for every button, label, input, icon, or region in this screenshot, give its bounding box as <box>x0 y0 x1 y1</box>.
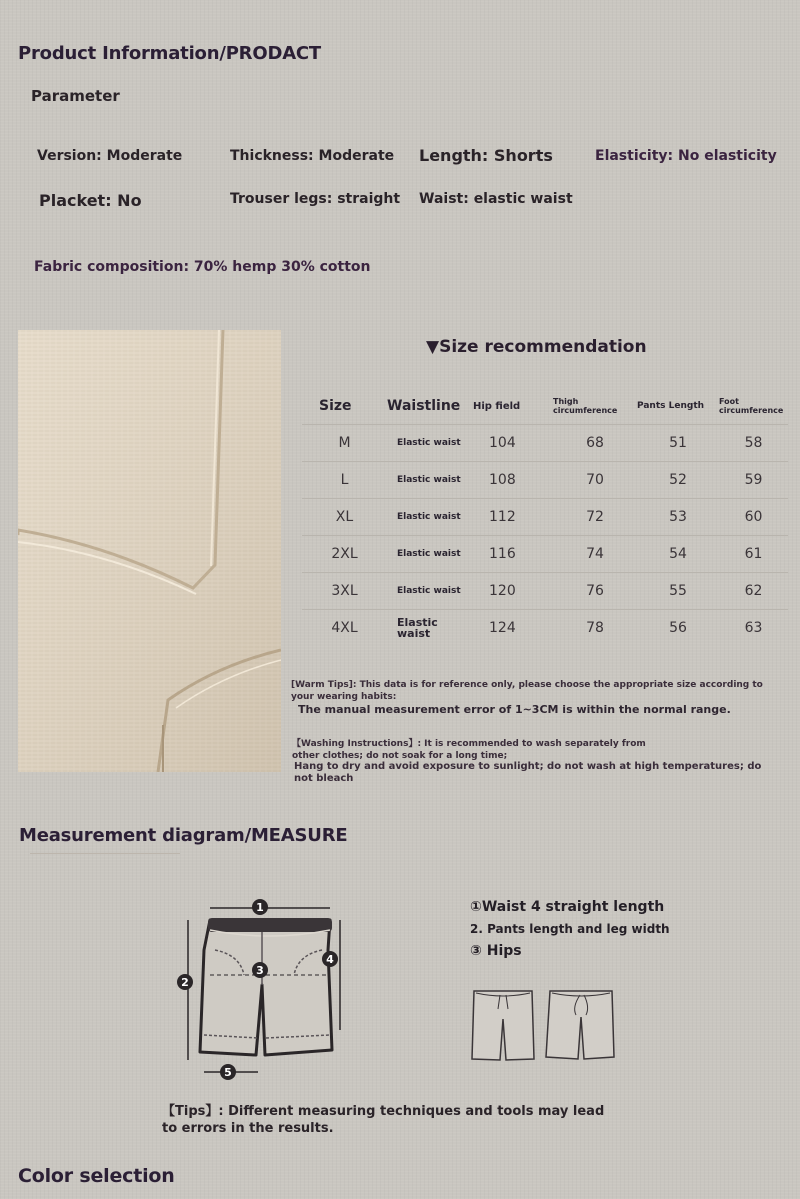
header-foot: Foot circumference <box>719 397 784 415</box>
marker-3: 3 <box>256 964 264 977</box>
washing-instructions: 【Washing Instructions】: It is recommended to wash separately from other clothes; do not soak for a long time; <box>292 739 646 761</box>
warm-tips: [Warm Tips]: This data is for reference only, please choose the appropriate size according to your wearing habits: <box>291 680 763 702</box>
marker-4: 4 <box>326 953 334 966</box>
cell-length: 55 <box>637 573 719 610</box>
header-hip: Hip field <box>473 400 521 412</box>
fabric-photo <box>18 330 281 772</box>
cell-hip: 112 <box>473 499 553 536</box>
cell-size: 4XL <box>302 610 387 647</box>
size-table <box>302 388 788 646</box>
cell-foot: 58 <box>719 425 788 462</box>
cell-foot: 61 <box>719 536 788 573</box>
size-recommendation-title: ▼Size recommendation <box>426 337 647 357</box>
cell-foot: 60 <box>719 499 788 536</box>
measurement-title: Measurement diagram/MEASURE <box>19 825 348 846</box>
cell-waist: Elastic waist <box>387 499 473 536</box>
linen-pocket-image <box>18 330 281 772</box>
header-length: Pants Length <box>637 401 705 411</box>
table-row <box>302 462 788 499</box>
cell-foot: 59 <box>719 462 788 499</box>
attr-fabric: Fabric composition: 70% hemp 30% cotton <box>34 259 371 275</box>
cell-waist: Elastic waist <box>387 425 473 462</box>
cell-length: 51 <box>637 425 719 462</box>
header-size: Size <box>319 398 352 414</box>
cell-size: 2XL <box>302 536 387 573</box>
table-row <box>302 573 788 610</box>
shorts-measure-diagram <box>170 890 350 1090</box>
cell-length: 54 <box>637 536 719 573</box>
cell-waist: Elastic waist <box>387 573 473 610</box>
cell-size: XL <box>302 499 387 536</box>
cell-hip: 108 <box>473 462 553 499</box>
measuring-tips: 【Tips】: Different measuring techniques and tools may lead to errors in the results. <box>162 1104 605 1136</box>
size-table-header <box>302 388 788 425</box>
legend-waist: ①Waist 4 straight length <box>470 899 665 915</box>
shorts-sketch-icon <box>468 985 618 1065</box>
header-waistline: Waistline <box>387 398 461 414</box>
marker-5: 5 <box>224 1066 232 1079</box>
attr-elasticity: Elasticity: No elasticity <box>595 148 777 164</box>
product-info-title: Product Information/PRODACT <box>18 43 322 64</box>
cell-hip: 104 <box>473 425 553 462</box>
legend-hips: ③ Hips <box>470 943 522 959</box>
legend-length: 2. Pants length and leg width <box>470 922 670 936</box>
attr-thickness: Thickness: Moderate <box>230 148 395 164</box>
cell-hip: 124 <box>473 610 553 647</box>
color-selection-title: Color selection <box>18 1165 175 1187</box>
table-row <box>302 536 788 573</box>
cell-length: 52 <box>637 462 719 499</box>
attr-placket: Placket: No <box>39 191 142 210</box>
cell-size: 3XL <box>302 573 387 610</box>
cell-hip: 120 <box>473 573 553 610</box>
cell-thigh: 70 <box>553 462 637 499</box>
marker-1: 1 <box>256 901 264 914</box>
measurement-error-note: The manual measurement error of 1~3CM is within the normal range. <box>298 703 731 716</box>
table-row <box>302 425 788 462</box>
cell-thigh: 74 <box>553 536 637 573</box>
marker-2: 2 <box>181 976 189 989</box>
header-thigh: Thigh circumference <box>553 397 618 415</box>
cell-waist: Elastic waist <box>387 462 473 499</box>
cell-length: 53 <box>637 499 719 536</box>
cell-thigh: 78 <box>553 610 637 647</box>
washing-instructions-2: Hang to dry and avoid exposure to sunlight; do not wash at high temperatures; do not bleach <box>294 761 762 784</box>
attr-trouser-legs: Trouser legs: straight <box>230 191 401 207</box>
cell-foot: 62 <box>719 573 788 610</box>
cell-size: M <box>302 425 387 462</box>
cell-length: 56 <box>637 610 719 647</box>
cell-waist: Elastic waist <box>387 610 473 647</box>
cell-hip: 116 <box>473 536 553 573</box>
cell-thigh: 76 <box>553 573 637 610</box>
cell-thigh: 68 <box>553 425 637 462</box>
parameter-label: Parameter <box>31 87 120 105</box>
cell-thigh: 72 <box>553 499 637 536</box>
cell-size: L <box>302 462 387 499</box>
attr-waist: Waist: elastic waist <box>419 191 573 207</box>
attr-version: Version: Moderate <box>37 148 183 164</box>
table-row <box>302 499 788 536</box>
cell-foot: 63 <box>719 610 788 647</box>
cell-waist: Elastic waist <box>387 536 473 573</box>
table-row <box>302 610 788 647</box>
title-underline <box>30 853 180 854</box>
attr-length: Length: Shorts <box>419 146 553 165</box>
